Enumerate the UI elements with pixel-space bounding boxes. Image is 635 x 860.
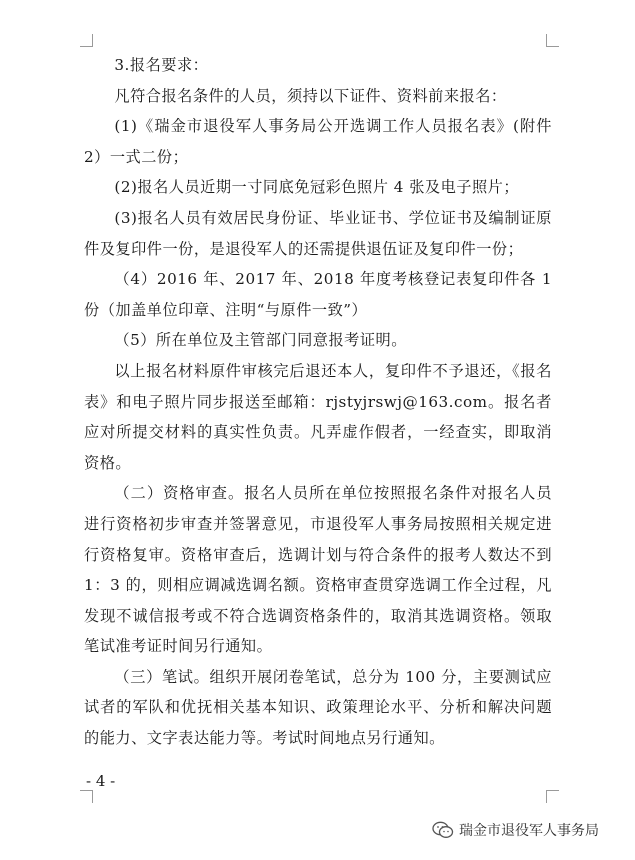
watermark-text: 瑞金市退役军人事务局 (459, 823, 599, 839)
paragraph-materials-return: 以上报名材料原件审核完后退还本人，复印件不予退还，《报名表》和电子照片同步报送至邮箱：rjstyjrswj@163.com。报名者应对所提交材料的真实性负责。凡弄虚作假者，一经查实，即取消资格。 (84, 361, 552, 472)
wechat-icon (432, 821, 454, 839)
paragraph-item-3: (3)报名人员有效居民身份证、毕业证书、学位证书及编制证原件及复印件一份，是退役军人的还需提供退伍证及复印件一份； (84, 208, 552, 258)
paragraph-item-1: (1)《瑞金市退役军人事务局公开选调工作人员报名表》(附件 2）一式二份； (84, 117, 552, 166)
document-body (84, 50, 552, 754)
paragraph-qualification-review: （二）资格审查。报名人员所在单位按照报名条件对报名人员进行资格初步审查并签署意见，市退役军人事务局按照相关规定进行资格复审。资格审查后，选调计划与符合条件的报考人数达不到 1：3 的，则相应调减选调名额。资格审查贯穿选调工作全过程，凡发现不诚信报考或不符合选调资格条件的，取消其选调资格。领取笔试准考证时间另行通知。 (84, 484, 552, 656)
paragraph-item-2: (2)报名人员近期一寸同底免冠彩色照片 4 张及电子照片； (114, 178, 520, 197)
paragraph-registration-requirements: 3.报名要求： (114, 56, 209, 74)
crop-mark-top-right (546, 34, 559, 47)
paragraph-written-exam: （三）笔试。组织开展闭卷笔试，总分为 100 分，主要测试应试者的军队和优抚相关基本知识、政策理论水平、分析和解决问题的能力、文字表达能力等。考试时间地点另行通知。 (84, 667, 552, 748)
wechat-watermark (432, 820, 599, 840)
paragraph-required-documents-intro: 凡符合报名条件的人员，须持以下证件、资料前来报名： (114, 86, 507, 105)
page-number: - 4 - (86, 772, 116, 790)
paragraph-item-5: （5）所在单位及主管部门同意报考证明。 (114, 331, 407, 350)
paragraph-item-4: （4）2016 年、2017 年、2018 年度考核登记表复印件各 1 份（加盖单位印章、注明“与原件一致”） (84, 270, 552, 319)
crop-mark-top-left (80, 34, 93, 47)
crop-mark-bottom-left (80, 790, 93, 803)
crop-mark-bottom-right (546, 790, 559, 803)
